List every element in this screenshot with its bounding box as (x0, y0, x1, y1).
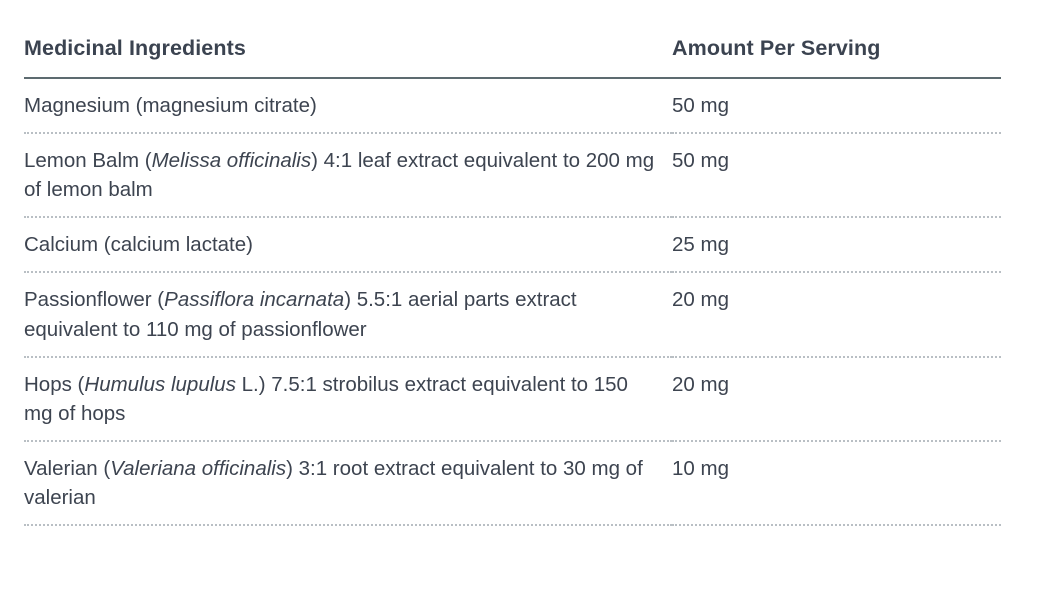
ingredient-name-suffix: L.) 7.5:1 strobilus extract equivalent to 150 mg of hops (24, 372, 628, 425)
ingredient-name (24, 357, 672, 441)
table-row (24, 217, 1001, 272)
ingredient-amount: 50 mg (672, 78, 1001, 133)
medicinal-ingredients-table (24, 36, 1001, 526)
ingredient-name (24, 441, 672, 525)
ingredient-name-prefix: Lemon Balm ( (24, 149, 152, 173)
ingredient-name-prefix: Hops ( (24, 372, 85, 396)
table-header-row (24, 36, 1001, 78)
column-header-ingredients: Medicinal Ingredients (24, 36, 246, 60)
ingredient-name (24, 217, 672, 272)
ingredient-latin-name: Humulus lupulus (84, 372, 236, 396)
ingredient-name-prefix: Magnesium (magnesium citrate) (24, 94, 317, 117)
ingredient-latin-name: Passiflora incarnata (164, 288, 345, 312)
table-row (24, 133, 1001, 217)
table-row (24, 357, 1001, 441)
table-header (24, 36, 1001, 78)
ingredient-name (24, 78, 672, 133)
ingredient-name-suffix: ) 3:1 root extract equivalent to 30 mg of valerian (24, 456, 643, 509)
ingredient-name-suffix: ) 4:1 leaf extract equivalent to 200 mg of lemon balm (24, 149, 655, 202)
ingredient-name (24, 272, 672, 356)
ingredient-name-suffix: ) 5.5:1 aerial parts extract equivalent to 110 mg of passionflower (24, 288, 577, 341)
table-row (24, 441, 1001, 525)
ingredient-amount: 20 mg (672, 272, 1001, 356)
ingredient-amount: 50 mg (672, 133, 1001, 217)
ingredient-amount: 20 mg (672, 357, 1001, 441)
ingredient-name-prefix: Calcium (calcium lactate) (24, 233, 253, 257)
ingredient-name-prefix: Passionflower ( (24, 288, 165, 312)
table-body (24, 78, 1001, 525)
ingredient-amount: 10 mg (672, 441, 1001, 525)
ingredient-amount: 25 mg (672, 217, 1001, 272)
ingredient-name-prefix: Valerian ( (24, 456, 111, 480)
table-row (24, 78, 1001, 133)
ingredient-latin-name: Valeriana officinalis (110, 456, 287, 480)
table-row (24, 272, 1001, 356)
column-header-amount: Amount Per Serving (672, 36, 881, 60)
ingredient-name (24, 133, 672, 217)
ingredient-latin-name: Melissa officinalis (151, 149, 312, 173)
